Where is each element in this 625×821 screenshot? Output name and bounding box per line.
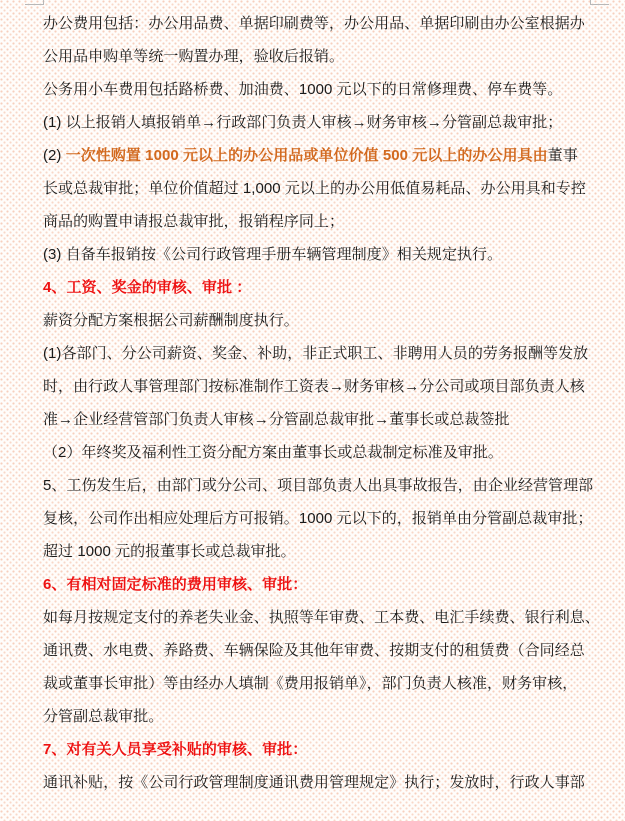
page-corner-mark-left [25, 0, 44, 5]
paragraph-line: 如每月按规定支付的养老失业金、执照等年审费、工本费、电汇手续费、银行利息、 [43, 609, 600, 626]
paragraph-line: 商品的购置申请报总裁审批，报销程序同上； [43, 213, 345, 230]
paragraph-line: 通讯补贴，按《公司行政管理制度通讯费用管理规定》执行；发放时，行政人事部 [43, 774, 585, 791]
paragraph-line: 准→企业经营管部门负责人审核→分管副总裁审批→董事长或总裁签批 [43, 411, 510, 428]
highlighted-text: 一次性购置 1000 元以上的办公用品或单位价值 500 元以上的办公用具由 [65, 147, 548, 164]
paragraph-line: 5、工伤发生后，由部门或分公司、项目部负责人出具事故报告，由企业经营管理部 [43, 477, 594, 494]
list-item-3: (3) 自备车报销按《公司行政管理手册车辆管理制度》相关规定执行。 [43, 246, 503, 263]
section-heading-4: 4、工资、奖金的审核、审批 ： [43, 279, 252, 296]
section-heading-6: 6、有相对固定标准的费用审核、审批： [43, 576, 308, 593]
paragraph-line: 超过 1000 元的报董事长或总裁审批。 [43, 543, 296, 560]
list-item-2: （2）年终奖及福利性工资分配方案由董事长或总裁制定标准及审批。 [43, 444, 503, 461]
document-page [43, 7, 600, 799]
paragraph-line: 薪资分配方案根据公司薪酬制度执行。 [43, 312, 299, 329]
paragraph-line: 长或总裁审批；单位价值超过 1,000 元以上的办公用低值易耗品、办公用具和专控 [43, 180, 586, 197]
list-item-2 [43, 139, 591, 172]
list-item-1: (1) 以上报销人填报销单→行政部门负责人审核→财务审核→分管副总裁审批； [43, 114, 563, 131]
paragraph-line: 公用品申购单等统一购置办理，验收后报销。 [43, 48, 345, 65]
paragraph-line: 分管副总裁审批。 [43, 708, 164, 725]
paragraph-line: 时，由行政人事管理部门按标准制作工资表→财务审核→分公司或项目部负责人核 [43, 378, 585, 395]
section-heading-7: 7、对有关人员享受补贴的审核、审批： [43, 741, 308, 758]
paragraph-line: 通讯费、水电费、养路费、车辆保险及其他年审费、按期支付的租赁费（合同经总 [43, 642, 585, 659]
list-item-1: (1)各部门、分公司薪资、奖金、补助，非正式职工、非聘用人员的劳务报酬等发放 [43, 345, 589, 362]
page-corner-mark-right [590, 0, 609, 5]
list-item-2-prefix: (2) [43, 147, 66, 164]
paragraph-line: 复核，公司作出相应处理后方可报销。1000 元以下的，报销单由分管副总裁审批； [43, 510, 593, 527]
list-item-2-suffix: 董事 [547, 147, 578, 164]
paragraph-line: 公务用小车费用包括路桥费、加油费、1000 元以下的日常修理费、停车费等。 [43, 81, 563, 98]
paragraph-line: 办公费用包括：办公用品费、单据印刷费等，办公用品、单据印刷由办公室根据办 [43, 15, 585, 32]
paragraph-line: 裁或董事长审批）等由经办人填制《费用报销单》，部门负责人核准，财务审核， [43, 675, 578, 692]
